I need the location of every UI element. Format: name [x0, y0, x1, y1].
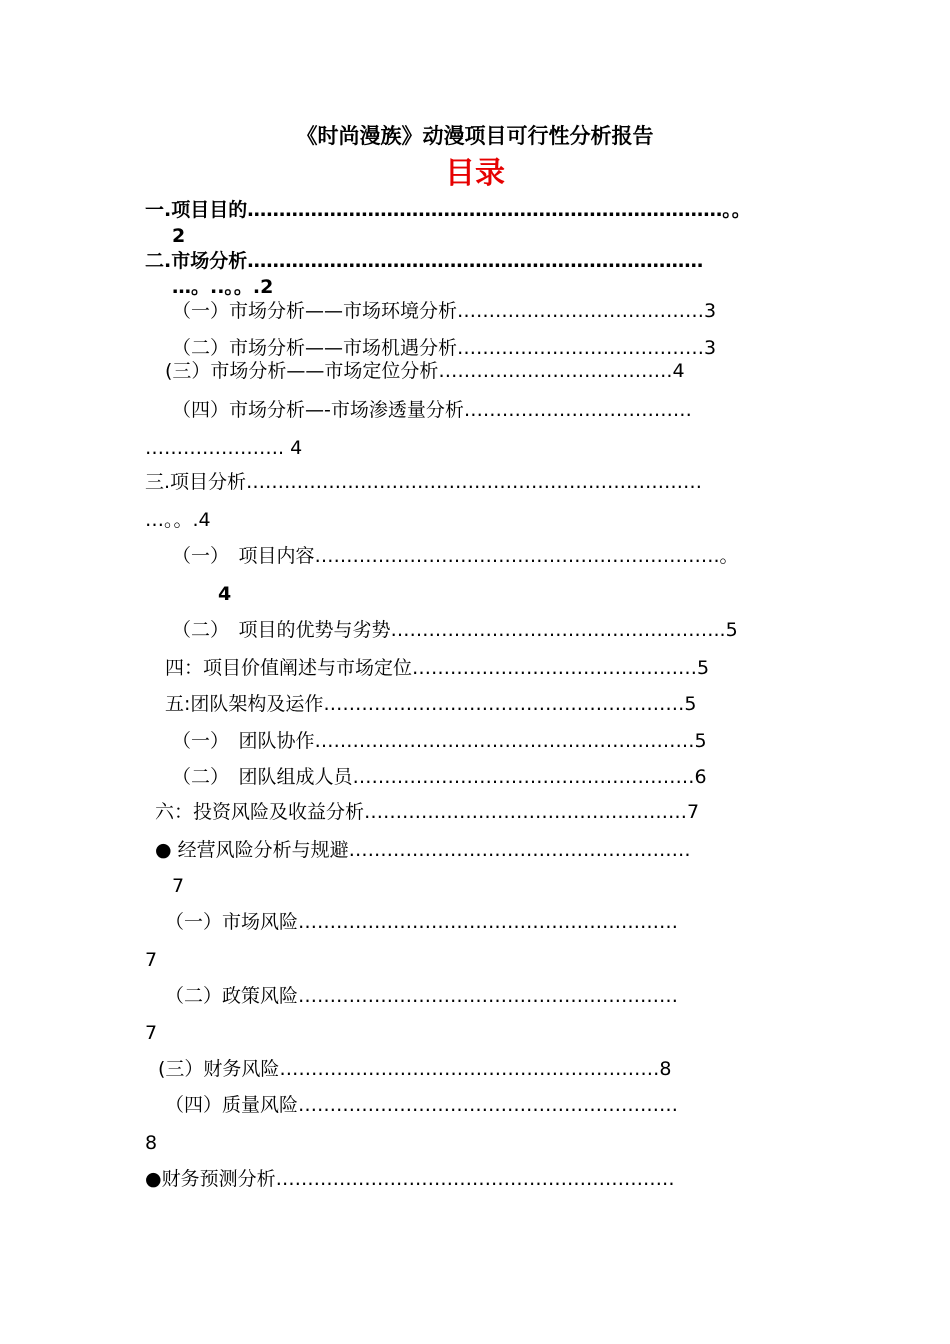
toc-entry-project-content: （一） 项目内容……………………………………………………….。	[172, 545, 739, 567]
toc-entry-market-positioning: (三）市场分析——市场定位分析……………………………….4	[165, 360, 685, 382]
toc-entry-team-collaboration: （一） 团队协作……………………………………………………5	[172, 730, 707, 752]
toc-page-number: …。..。。.2	[172, 276, 274, 298]
toc-page-number: …………………. 4	[145, 437, 303, 459]
toc-page-number: 7	[172, 875, 185, 897]
document-title: 《时尚漫族》动漫项目可行性分析报告	[296, 124, 654, 148]
toc-entry-team-structure: 五:团队架构及运作…………………………………………………5	[165, 693, 697, 715]
toc-entry-investment-risk: 六：投资风险及收益分析……………………………………………7	[155, 801, 700, 823]
toc-entry-policy-risk: （二）政策风险……………………………………………………	[165, 985, 679, 1007]
toc-page-number: …。。.4	[145, 509, 211, 531]
toc-entry-team-members: （二） 团队组成人员………………………………………………6	[172, 766, 707, 788]
toc-entry-financial-forecast: ●财务预测分析………………………………………………………	[145, 1168, 675, 1190]
toc-entry-project-value: 四：项目价值阐述与市场定位………………………………………5	[165, 657, 710, 679]
toc-page-number: 4	[218, 583, 232, 605]
toc-entry-market-opportunity: （二）市场分析——市场机遇分析…………………………………3	[172, 337, 717, 359]
toc-entry-market-environment: （一）市场分析——市场环境分析…………………………………3	[172, 300, 717, 322]
toc-entry-project-strengths: （二） 项目的优势与劣势……………………………………………..5	[172, 619, 738, 641]
toc-entry-market-analysis: 二.市场分析………………………………………………………………	[145, 250, 704, 272]
toc-entry-market-risk: （一）市场风险……………………………………………………	[165, 911, 679, 933]
toc-entry-quality-risk: （四）质量风险……………………………………………………	[165, 1094, 679, 1116]
toc-heading: 目录	[445, 156, 505, 191]
toc-page-number: 7	[145, 1022, 158, 1044]
toc-entry-operating-risk: ● 经营风险分析与规避………………………………………………	[155, 839, 691, 861]
toc-page-number: 7	[145, 949, 158, 971]
toc-entry-financial-risk: (三）财务风险……………………………………………………8	[158, 1058, 672, 1080]
toc-entry-market-penetration: （四）市场分析—-市场渗透量分析………………………………	[172, 399, 692, 421]
toc-entry-project-purpose: 一.项目目的…………………………………………………………………。。	[145, 199, 751, 221]
toc-page-number: 2	[172, 225, 186, 247]
toc-page-number: 8	[145, 1132, 158, 1154]
toc-entry-project-analysis: 三.项目分析………………………………………………………………	[145, 471, 703, 493]
